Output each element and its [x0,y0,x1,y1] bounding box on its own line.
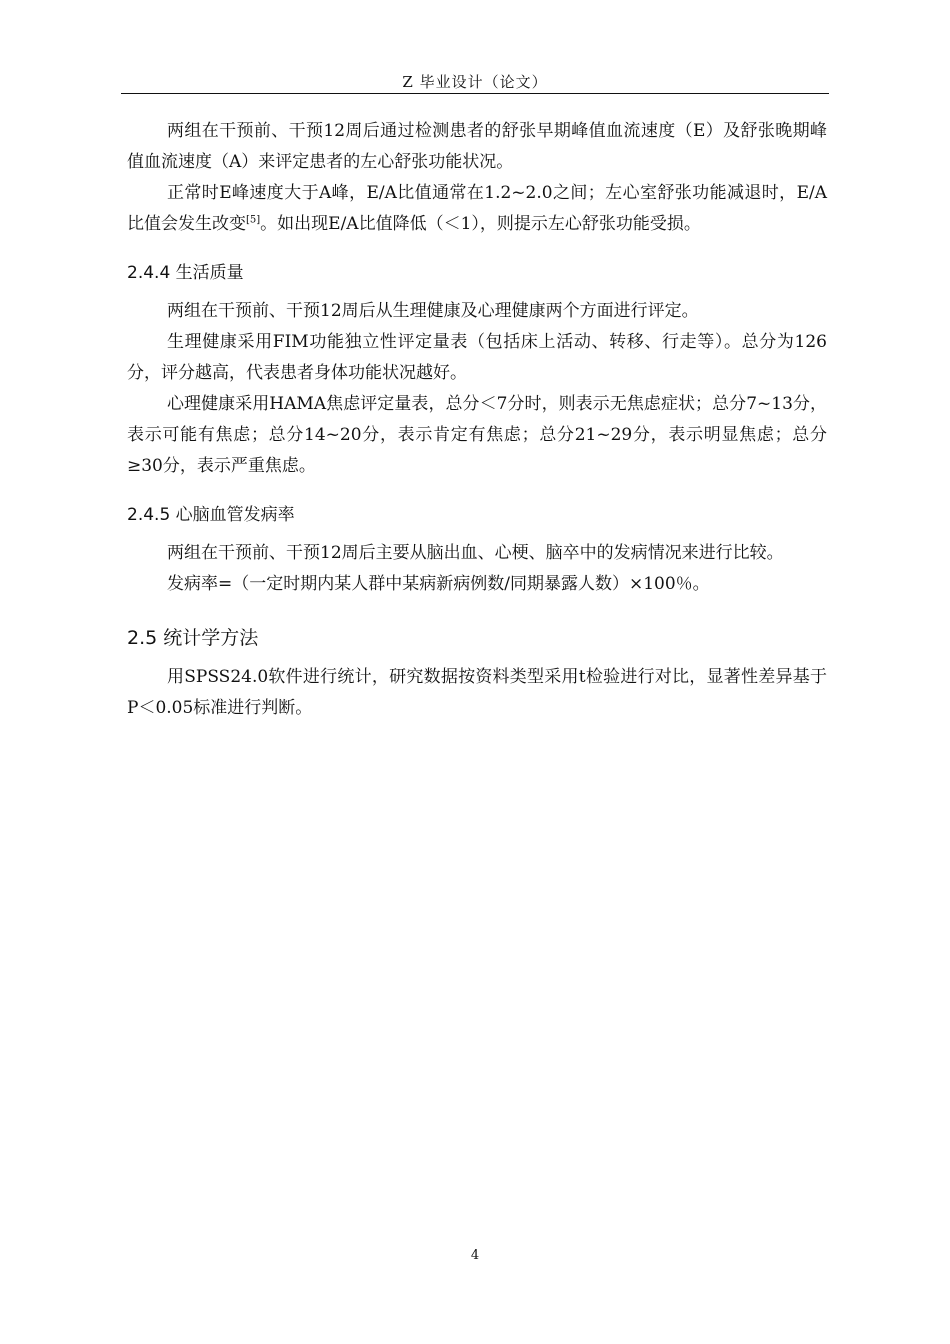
paragraph-hama: 心理健康采用HAMA焦虑评定量表，总分＜7分时，则表示无焦虑症状；总分7~13分，表示可能有焦虑；总分14~20分，表示肯定有焦虑；总分21~29分，表示明显焦虑；总分≥30分，表示严重焦虑。 [127,394,827,476]
paragraph-fim: 生理健康采用FIM功能独立性评定量表（包括床上活动、转移、行走等）。总分为126分，评分越高，代表患者身体功能状况越好。 [127,332,827,383]
paragraph-incidence-formula: 发病率=（一定时期内某人群中某病新病例数/同期暴露人数）×100％。 [167,574,710,594]
document-body [127,116,827,724]
heading-2-5: 2.5 统计学方法 [127,627,259,649]
paragraph-ea-ratio [127,178,827,240]
paragraph-quality-intro: 两组在干预前、干预12周后从生理健康及心理健康两个方面进行评定。 [167,301,699,321]
heading-2-4-4: 2.4.4 生活质量 [127,263,244,283]
paragraph-incidence-intro: 两组在干预前、干预12周后主要从脑出血、心梗、脑卒中的发病情况来进行比较。 [167,543,784,563]
ea-ratio-text-end: 。如出现E/A比值降低（＜1），则提示左心舒张功能受损。 [260,214,701,234]
heading-2-4-5: 2.4.5 心脑血管发病率 [127,505,295,525]
paragraph-diastolic-measure: 两组在干预前、干预12周后通过检测患者的舒张早期峰值血流速度（E）及舒张晚期峰值血流速度（A）来评定患者的左心舒张功能状况。 [127,121,827,172]
paragraph-statistics: 用SPSS24.0软件进行统计，研究数据按资料类型采用t检验进行对比，显著性差异基于P＜0.05标准进行判断。 [127,667,827,718]
citation-ref: [5] [246,214,261,226]
running-header: Z 毕业设计（论文） [402,73,548,91]
header-rule [121,93,829,94]
page-number: 4 [470,1248,480,1263]
ea-ratio-text-start: 正常时E峰速度大于A峰，E/A比值通常在1.2~2.0之间；左心室舒张功能减退时，E/A比值会发生改变 [127,183,827,234]
